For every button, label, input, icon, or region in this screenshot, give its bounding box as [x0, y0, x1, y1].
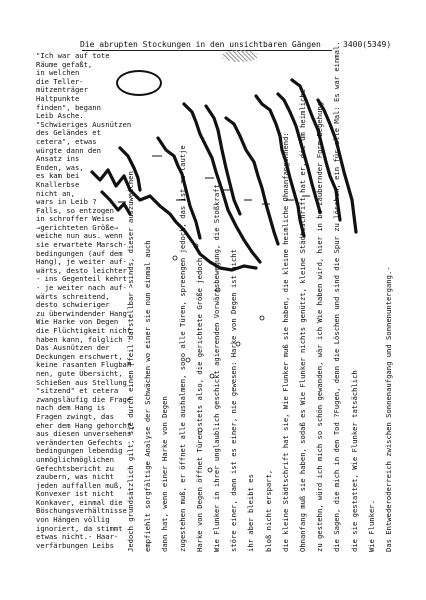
- left-column-line: Konkaver, einmal die: [36, 497, 123, 507]
- left-column-line: wärts schreitend,: [36, 291, 110, 301]
- river-line-11: [318, 100, 356, 232]
- river-line-2: [102, 192, 130, 214]
- left-column-line: Schießen aus Stellung: [36, 377, 127, 387]
- left-column-line: sie erwartete Marsch-: [36, 240, 127, 250]
- left-column-line: unmöglichmöglichen: [36, 454, 114, 464]
- left-column-line: wars in Leib ?: [36, 197, 97, 207]
- left-column-line: "Schwieriges Ausnützen: [36, 119, 132, 129]
- left-column-line: Ansatz ins: [36, 154, 80, 164]
- left-column-line: würgte dann den: [36, 145, 101, 155]
- left-column-line: Hang), je weiter auf-: [36, 257, 127, 267]
- rotated-text-line: Jedoch grundsätzlich gilt, sie durch einen Pfeil darstellbar >sinds, dieser auszuweichen: [126, 171, 135, 552]
- rotated-text-line: empfiehlt sorgfältige Analyse der Schwächen wo einer sie nun einmal auch: [143, 240, 153, 552]
- left-column-line: es kam bei: [36, 171, 80, 181]
- rotated-text-line: Wie Flunker in ihrer unglaublich geschickt agierenden Vorwärtsbewegung, die Stoßkraft,: [212, 179, 221, 552]
- page-number: 3400(5349): [343, 40, 392, 49]
- left-column-line: haben kann, folglich :: [36, 334, 132, 344]
- left-column-line: die Teller-: [36, 76, 84, 86]
- left-column-line: Falls, so entzogen: [36, 205, 114, 215]
- left-column-line: mützenträger: [36, 85, 88, 95]
- left-column-line: aus diesen unversehens: [36, 429, 132, 439]
- left-column-line: etwas nicht.- Haar-: [36, 532, 119, 542]
- rotated-text-line: die Sagen, die mich in den Tod ?Fugen, denn die Löschen und sind die Spur zu löschen, ein für alle Mal: Es war einmal.: [332, 41, 342, 552]
- rotated-text-line: die sie gestattet, Wie Flunker tatsächlich: [349, 370, 359, 552]
- left-column-line: wärts, desto leichter: [36, 265, 127, 275]
- left-column-line: Deckungen erschwert,: [36, 351, 123, 361]
- left-column-line: Leib Asche.: [36, 111, 84, 121]
- rotated-text-line: die kleine Städtschrift hat sie, Wie Flunker muß sie haben, die kleine heimliche Ohnanfangohnend:: [280, 132, 290, 552]
- left-column-line: zaubern, was nicht: [36, 472, 114, 482]
- left-column-line: jeden auffallen muß,: [36, 480, 123, 490]
- left-column-line: die Flüchtigkeit nicht: [36, 326, 132, 335]
- left-column-line: Knallerbse: [36, 179, 80, 189]
- left-column-line: nen, gute Übersicht,: [36, 368, 123, 378]
- left-column-line: Böschungsverhältnisse: [36, 506, 127, 516]
- left-column-line: Wie Harke von Degen: [36, 317, 119, 327]
- left-column-line: Enden, was,: [36, 162, 84, 172]
- left-column-line: von Hängen völlig: [36, 515, 110, 525]
- left-column-line: "Ich war auf tote: [36, 51, 110, 60]
- left-column-line: →gerichteten Größe→: [36, 222, 119, 232]
- left-column-line: cetera", etwas: [36, 136, 97, 146]
- rotated-text-line: Harke von Degen öffnet Türen stets also, die gerichtete Größe jedoch,: [194, 253, 204, 552]
- left-column-line: zwangsläufig die Frage: [36, 394, 132, 404]
- left-column-line: Konvexer ist nicht: [36, 489, 114, 499]
- left-column-line: in welchen: [36, 68, 80, 78]
- left-column-line: Gefechtsbericht zu: [36, 463, 114, 473]
- left-column-line: - ins Gegenteil kehrt: [36, 274, 127, 284]
- left-column-line: Haltpunkte: [36, 93, 80, 103]
- rotated-text-line: Wie Flunker.: [366, 500, 376, 552]
- left-column-line: "sitzend" et cetera: [36, 386, 119, 396]
- rotated-text-line: ihr aber bleibt es: [246, 474, 256, 552]
- rotated-text-line: bloß nicht erspart,: [263, 469, 273, 552]
- rotated-text-line: zu gestehn, würd ich mich so schön gewanden, wär ich Wie haben wird, hier in be zaubernder Form Begehung: [315, 101, 325, 552]
- river-line-8: [256, 96, 304, 236]
- rotated-text-line: Das Entwederoderreich zwischen Sonnenaufgang und Sonnenuntergang.-: [384, 266, 393, 552]
- left-column-line: Fragen zwingt, das: [36, 411, 114, 421]
- rotated-text-line: zugestehen muß, er öffnet alle aushalmen, sooo alle Türen, spreengen jedoch, das ist zu lautje: [177, 145, 187, 552]
- left-column-line: eher dem Hang gehorcht,: [36, 420, 136, 430]
- left-column-line: bedingungen lebendig: [36, 446, 123, 456]
- left-column-line: ignoriert, da stimmt: [36, 523, 123, 533]
- rotated-text-line: Ohnanfang muß sie haben, sodaß es Wie Flunker nichts genützt, kleine Städteschrift hat er, die um heimliche: [298, 88, 307, 552]
- left-column-line: des Geländes et: [36, 128, 101, 138]
- left-column-line: keine rasanten Flugbah-: [36, 360, 136, 370]
- left-column-line: finden", begann: [36, 102, 101, 112]
- left-column-line: Das Ausnützen der: [36, 343, 110, 353]
- left-column-line: bedingungen (auf dem: [36, 248, 123, 258]
- page-title: Die abrupten Stockungen in den unsichtbaren Gängen: [80, 40, 321, 49]
- left-column-line: Räume gefaßt,: [36, 59, 93, 69]
- left-column-line: veränderten Gefechts -: [36, 437, 132, 447]
- left-column-line: nicht an,: [36, 188, 75, 198]
- left-column-line: weiche nun aus. wenn: [36, 231, 123, 241]
- left-column-line: zu überwindender Hang.: [36, 308, 132, 318]
- left-column-line: verfärbungen Leibs: [36, 540, 114, 550]
- river-line-5: [184, 104, 260, 262]
- rotated-text-line: dann hat, wenn einer Harke von Degen: [160, 396, 170, 552]
- left-column-line: nach dem Hang is: [36, 403, 106, 413]
- left-column-line: - je weiter nach auf-: [36, 283, 127, 293]
- river-line-3: [120, 148, 140, 190]
- rotated-text-line: störe einer, dann ist es einer, nie gewesen: Harke von Degen ist nicht: [229, 249, 239, 552]
- left-column-line: in schroffer Weise: [36, 214, 114, 224]
- left-column-line: desto schwieriger: [36, 300, 110, 310]
